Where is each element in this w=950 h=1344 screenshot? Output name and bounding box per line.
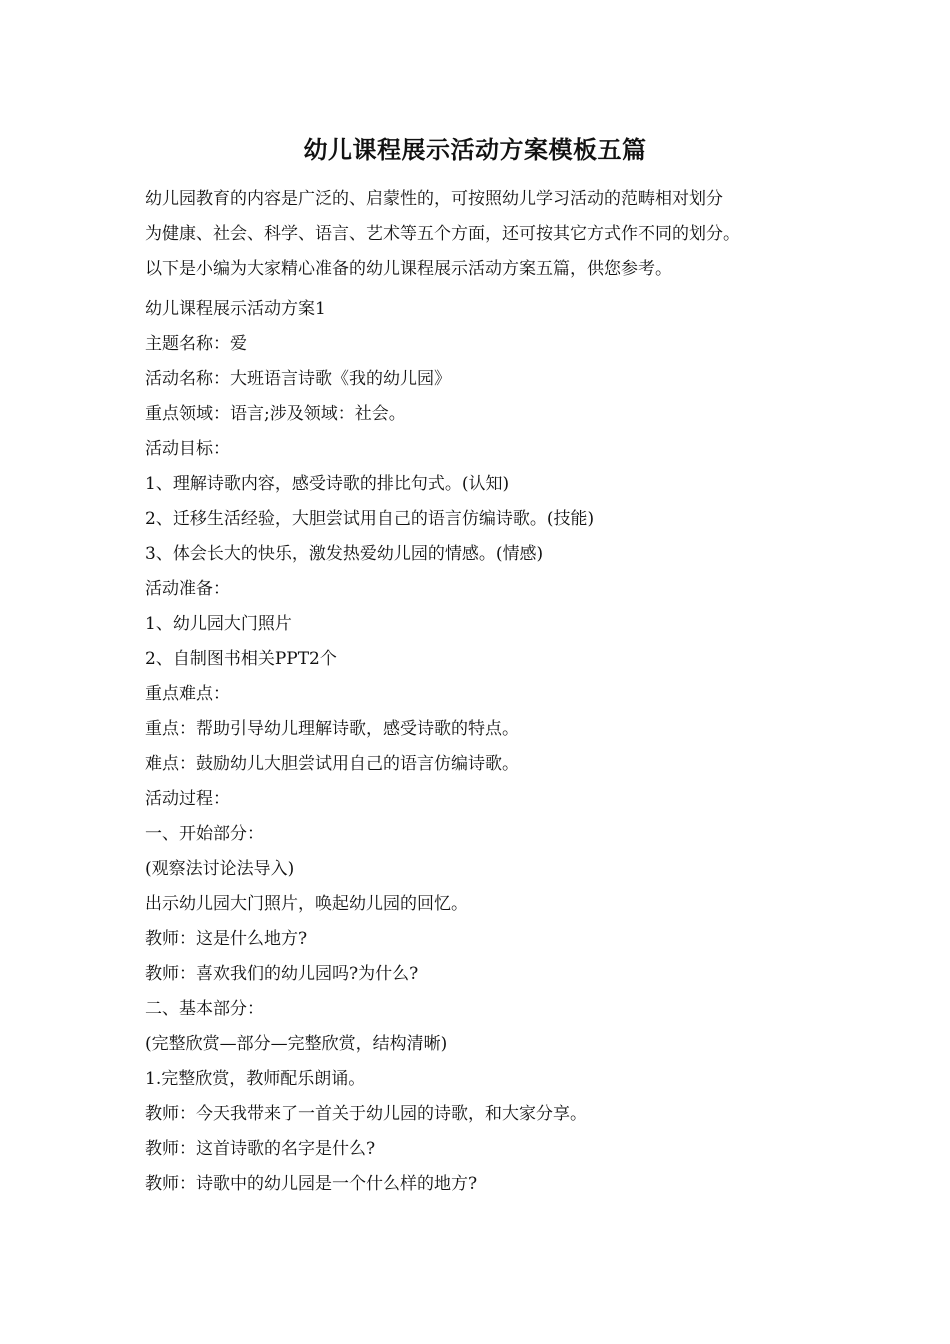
body-line: (完整欣赏—部分—完整欣赏，结构清晰) [145, 1034, 448, 1054]
body-line: (观察法讨论法导入) [145, 859, 295, 879]
body-line: 活动准备： [145, 579, 230, 599]
body-line: 1、幼儿园大门照片 [145, 614, 292, 634]
body-line: 活动目标： [145, 439, 230, 459]
body-line: 教师：诗歌中的幼儿园是一个什么样的地方? [145, 1174, 478, 1194]
intro-line: 幼儿园教育的内容是广泛的、启蒙性的，可按照幼儿学习活动的范畴相对划分 [145, 189, 723, 209]
body-line: 出示幼儿园大门照片，唤起幼儿园的回忆。 [145, 894, 468, 914]
body-line: 教师：今天我带来了一首关于幼儿园的诗歌，和大家分享。 [145, 1104, 587, 1124]
body-lines [145, 292, 825, 1202]
body-line: 主题名称：爱 [145, 334, 247, 354]
body-line: 难点：鼓励幼儿大胆尝试用自己的语言仿编诗歌。 [145, 754, 519, 774]
body-line: 2、迁移生活经验，大胆尝试用自己的语言仿编诗歌。(技能) [145, 509, 595, 529]
body-line: 重点领域：语言;涉及领域：社会。 [145, 404, 406, 424]
body-line: 活动过程： [145, 789, 230, 809]
intro-line: 为健康、社会、科学、语言、艺术等五个方面，还可按其它方式作不同的划分。 [145, 224, 740, 244]
body-line: 重点：帮助引导幼儿理解诗歌，感受诗歌的特点。 [145, 719, 519, 739]
body-line: 1.完整欣赏，教师配乐朗诵。 [145, 1069, 366, 1089]
body-line: 教师：喜欢我们的幼儿园吗?为什么? [145, 964, 419, 984]
intro-paragraph [145, 182, 817, 287]
body-line: 活动名称：大班语言诗歌《我的幼儿园》 [145, 369, 451, 389]
body-line: 二、基本部分： [145, 999, 264, 1019]
body-line: 3、体会长大的快乐，激发热爱幼儿园的情感。(情感) [145, 544, 544, 564]
body-line: 重点难点： [145, 684, 230, 704]
body-line: 2、自制图书相关PPT2个 [145, 649, 337, 669]
body-line: 1、理解诗歌内容，感受诗歌的排比句式。(认知) [145, 474, 510, 494]
intro-line: 以下是小编为大家精心准备的幼儿课程展示活动方案五篇，供您参考。 [145, 259, 672, 279]
body-line: 教师：这首诗歌的名字是什么? [145, 1139, 376, 1159]
document-title: 幼儿课程展示活动方案模板五篇 [303, 135, 647, 164]
body-line: 一、开始部分： [145, 824, 264, 844]
section-heading: 幼儿课程展示活动方案1 [145, 299, 326, 319]
body-line: 教师：这是什么地方? [145, 929, 308, 949]
